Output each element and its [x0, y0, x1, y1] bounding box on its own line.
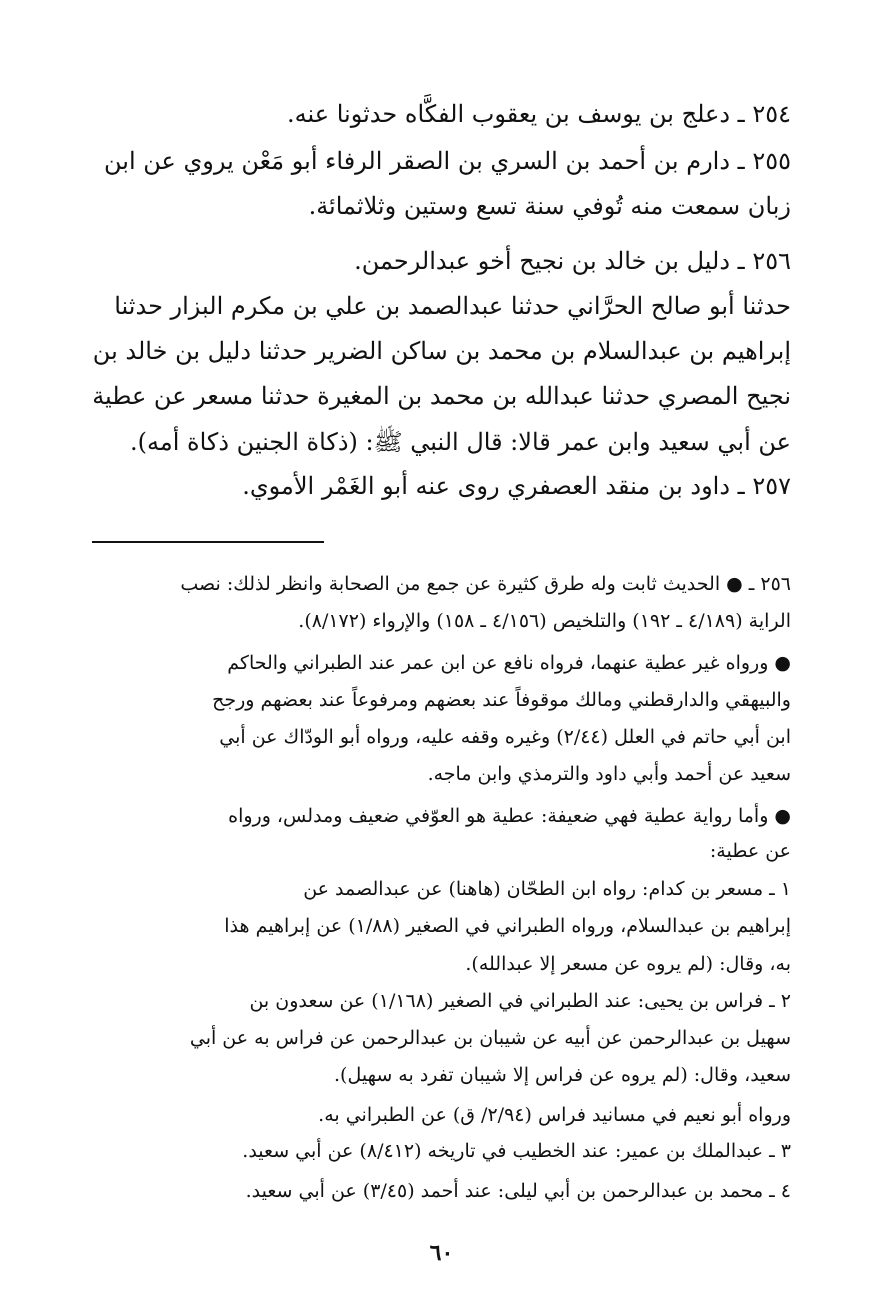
entry-256: ٢٥٦ ـ دليل بن خالد بن نجيح أخو عبدالرحمن.	[354, 247, 791, 275]
footnote-line: سعيد، وقال: (لم يروه عن فراس إلا شيبان تفرد به سهيل).	[334, 1064, 791, 1086]
footnote-line: ● وأما رواية عطية فهي ضعيفة: عطية هو العوّفي ضعيف ومدلس، ورواه	[228, 805, 791, 827]
main-line: إبراهيم بن عبدالسلام بن محمد بن ساكن الضرير حدثنا دليل بن خالد بن	[92, 337, 791, 365]
page-number: ٦٠	[429, 1240, 454, 1266]
footnote-line: سعيد عن أحمد وأبي داود والترمذي وابن ماجه.	[427, 763, 791, 785]
footnote-separator	[92, 541, 324, 543]
footnote-line: ٤ ـ محمد بن عبدالرحمن بن أبي ليلى: عند أحمد (٣/٤٥) عن أبي سعيد.	[245, 1180, 791, 1202]
footnote-line: به، وقال: (لم يروه عن مسعر إلا عبدالله).	[465, 953, 791, 975]
entry-254: ٢٥٤ ـ دعلج بن يوسف بن يعقوب الفكَّاه حدثونا عنه.	[287, 100, 791, 128]
main-line: نجيح المصري حدثنا عبدالله بن محمد بن المغيرة حدثنا مسعر عن عطية	[92, 382, 791, 410]
main-line: حدثنا أبو صالح الحرَّاني حدثنا عبدالصمد بن علي بن مكرم البزار حدثنا	[114, 292, 791, 320]
footnote-line: عن عطية:	[709, 840, 791, 862]
footnote-line: والبيهقي والدارقطني ومالك موقوفاً عند بعضهم ومرفوعاً عند بعضهم ورجح	[212, 689, 791, 711]
footnote-line: ٢٥٦ ـ ● الحديث ثابت وله طرق كثيرة عن جمع من الصحابة وانظر لذلك: نصب	[180, 573, 791, 595]
entry-257: ٢٥٧ ـ داود بن منقد العصفري روى عنه أبو الغَمْر الأموي.	[242, 472, 791, 500]
footnote-line: ابن أبي حاتم في العلل (٢/٤٤) وغيره وقفه عليه، ورواه أبو الودّاك عن أبي	[219, 726, 791, 748]
main-line: عن أبي سعيد وابن عمر قالا: قال النبي ﷺ: (ذكاة الجنين ذكاة أمه).	[130, 428, 791, 456]
footnote-line: الراية (٤/١٨٩ ـ ١٩٢) والتلخيص (٤/١٥٦ ـ ١٥٨) والإرواء (٨/١٧٢).	[298, 610, 791, 632]
footnote-line: سهيل بن عبدالرحمن عن أبيه عن شيبان بن عبدالرحمن عن فراس به عن أبي	[189, 1027, 791, 1049]
footnote-line: ٣ ـ عبدالملك بن عمير: عند الخطيب في تاريخه (٨/٤١٢) عن أبي سعيد.	[242, 1140, 791, 1162]
main-line: زبان سمعت منه تُوفي سنة تسع وستين وثلاثمائة.	[308, 192, 791, 220]
footnote-line: ● ورواه غير عطية عنهما، فرواه نافع عن ابن عمر عند الطبراني والحاكم	[227, 652, 791, 674]
footnote-line: ٢ ـ فراس بن يحيى: عند الطبراني في الصغير (١/١٦٨) عن سعدون بن	[249, 990, 791, 1012]
footnote-line: ورواه أبو نعيم في مسانيد فراس (٢/٩٤/ ق) عن الطبراني به.	[318, 1104, 791, 1126]
footnote-line: ١ ـ مسعر بن كدام: رواه ابن الطحّان (هاهنا) عن عبدالصمد عن	[303, 878, 791, 900]
footnote-line: إبراهيم بن عبدالسلام، ورواه الطبراني في الصغير (١/٨٨) عن إبراهيم هذا	[224, 915, 791, 937]
entry-255: ٢٥٥ ـ دارم بن أحمد بن السري بن الصقر الرفاء أبو مَعْن يروي عن ابن	[104, 147, 791, 175]
